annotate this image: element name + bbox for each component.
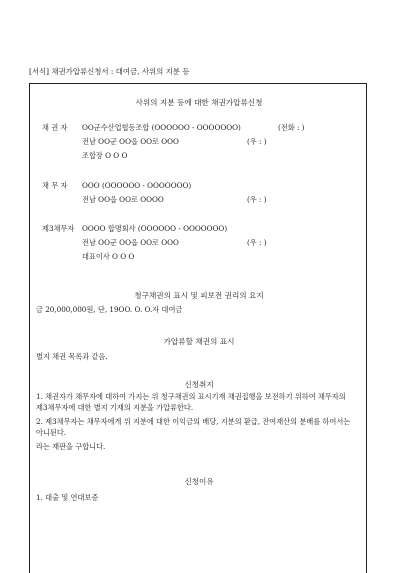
debtor-name: OOO (OOOOOO - OOOOOOO) [82,181,192,190]
seized-claim-heading: 가압류할 채권의 표시 [163,337,235,346]
debtor-label: 채 무 자 [42,181,68,190]
creditor-phone: (전화 : ) [278,123,305,132]
creditor-postal: (우 : ) [247,137,267,146]
third-debtor-postal: (우 : ) [247,238,267,247]
debtor-address: 전남 OO읍 OO로 OOOO [82,195,164,204]
purpose-item-2: 2. 제3채무자는 채무자에게 위 지분에 대한 이익금의 배당, 지분의 환급, 잔여재산의 분배를 하여서는 아니된다. [36,417,351,437]
seized-claim-text: 별지 채권 목록과 같음. [36,352,108,361]
debtor-postal: (우 : ) [247,195,267,204]
claim-heading: 청구채권의 표시 및 피보전 권리의 요지 [134,291,264,300]
application-form [29,83,367,573]
form-caption: [서식] 채권가압류신청서 : 대여금, 사위의 지분 등 [29,67,190,76]
claim-text: 금 20,000,000원, 단, 19OO. O. O.자 대여금 [36,305,183,314]
creditor-representative: 조합장 O O O [82,151,128,160]
creditor-label: 채 권 자 [42,123,68,132]
reason-heading: 신청이유 [184,477,214,486]
third-debtor-address: 전남 OO군 OO읍 OO로 OOO [82,238,179,247]
reason-item-1: 1. 대출 및 연대보증 [36,493,99,502]
third-debtor-name: OOOO 합명회사 (OOOOOO - OOOOOOO) [82,224,228,233]
third-debtor-representative: 대표이사 O O O [82,252,135,261]
third-debtor-label: 제3채무자 [42,224,75,233]
document-title: 사위의 지분 등에 대한 채권가압류신청 [135,98,263,107]
purpose-heading: 신청취지 [184,380,214,389]
purpose-closing: 라는 재판을 구합니다. [36,442,106,451]
creditor-address: 전남 OO군 OO읍 OO로 OOO [82,137,179,146]
purpose-item-1: 1. 채권자가 채무자에 대하여 가지는 위 청구채권의 표시기재 채권집행을 보전하기 위하여 채무자의 제3채무자에 대한 별지 기재의 지분을 가압류한다. [36,392,346,412]
creditor-name: OO군수산업협동조합 (OOOOOO - OOOOOOO) [82,123,241,132]
